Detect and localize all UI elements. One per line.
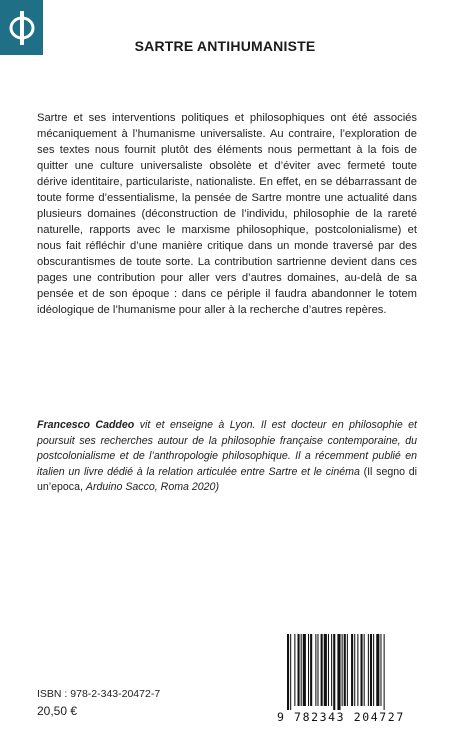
barcode-bar bbox=[357, 634, 358, 706]
barcode-bar bbox=[364, 634, 365, 706]
barcode bbox=[277, 632, 425, 728]
barcode-bar bbox=[344, 634, 346, 706]
barcode-bar bbox=[308, 634, 309, 706]
bio-text-3: Arduino Sacco, Roma 2020) bbox=[85, 481, 219, 494]
barcode-bar bbox=[321, 634, 323, 706]
isbn: ISBN : 978-2-343-20472-7 bbox=[37, 688, 161, 700]
author-name: Francesco Caddeo bbox=[37, 419, 135, 431]
barcode-bar bbox=[328, 634, 329, 706]
barcode-digits: 9 782343 204727 bbox=[277, 710, 405, 724]
barcode-bar bbox=[290, 634, 291, 710]
barcode-bar bbox=[333, 634, 335, 710]
barcode-bar bbox=[347, 634, 348, 706]
barcode-bar bbox=[376, 634, 379, 706]
bio-text-2: (Il segno di un’epoca, bbox=[37, 465, 417, 494]
barcode-bar bbox=[342, 634, 343, 706]
barcode-bar bbox=[303, 634, 306, 706]
barcode-bar bbox=[331, 634, 332, 706]
barcode-bar bbox=[380, 634, 381, 706]
summary-text: Sartre et ses interventions politiques et philosophiques ont été associés mécaniquement à l’humanisme universaliste. Au contraire, l’exploration de ses textes nous fournit plutôt des éléments nous permettant à la fois de quitter une culture universaliste obsolète et d’éviter avec fermeté toute dérive identitaire, particulariste, nationaliste. En effet, en se débarrassant de toute forme d’essentialisme, la pensée de Sartre montre une actualité dans plusieurs domaines (déconstruction de l’individu, philosophie de la rareté naturelle, rapports avec le marxisme philosophique, postcolonialisme) et nous fait réfléchir d’une manière critique dans un monde traversé par des obscurantismes de toute sorte. La contribution sartrienne devient dans ces pages une contribution pour aller vers d’autres domaines, au-delà de sa pensée et de son époque : dans ce périple il faudra abandonner le totem idéologique de l’humanisme pour aller à la recherche d’autres repères. bbox=[37, 112, 417, 316]
barcode-bar bbox=[368, 634, 369, 706]
barcode-bar bbox=[287, 634, 289, 710]
author-bio bbox=[37, 418, 417, 496]
barcode-bar bbox=[301, 634, 302, 706]
barcode-bar bbox=[370, 634, 372, 706]
barcode-bar bbox=[298, 634, 300, 706]
book-title: SARTRE ANTIHUMANISTE bbox=[134, 38, 316, 54]
barcode-bar bbox=[315, 634, 316, 706]
barcode-bar bbox=[317, 634, 318, 706]
barcode-bar bbox=[361, 634, 363, 706]
barcode-bar bbox=[337, 634, 340, 710]
barcode-bar bbox=[373, 634, 374, 706]
barcode-bar bbox=[294, 634, 295, 706]
barcode-bar bbox=[324, 634, 327, 706]
barcode-bar bbox=[384, 634, 385, 710]
barcode-bar bbox=[310, 634, 312, 706]
barcode-bar bbox=[354, 634, 355, 706]
price: 20,50 € bbox=[37, 704, 78, 718]
barcode-bar bbox=[351, 634, 353, 706]
bio-text-1: vit et enseigne à Lyon. Il est docteur en philosophie et poursuit ses recherches autour de la philosophie française contemporaine, du postcolonialisme et de l’anthropologie philosophique. Il a récemment publié en italien un livre dédié à la relation articulée entre Sartre et le cinéma bbox=[37, 419, 417, 478]
barcode-icon bbox=[277, 632, 425, 710]
